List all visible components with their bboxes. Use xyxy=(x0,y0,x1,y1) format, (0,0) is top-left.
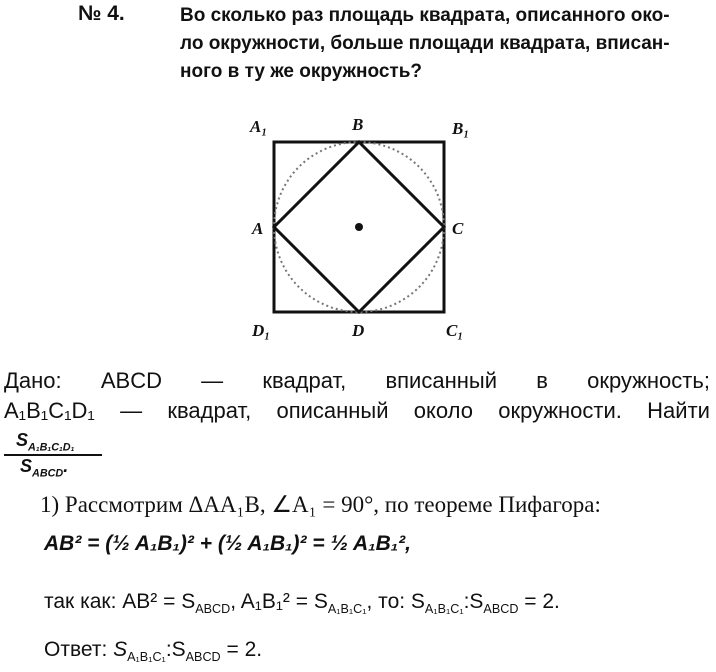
given-line-2 xyxy=(4,396,710,426)
given-word: Дано: xyxy=(4,368,62,393)
given-word: около xyxy=(413,398,473,423)
geometry-figure xyxy=(240,108,480,348)
given-word: Найти xyxy=(647,398,710,423)
fraction-num-sub: A₁B₁C₁D₁ xyxy=(28,441,75,454)
given-word: окружность; xyxy=(587,368,710,393)
label-C: C xyxy=(452,219,464,238)
answer-s: S xyxy=(107,638,128,661)
since-to: , то: S xyxy=(366,590,425,613)
since-text: так как: AB² = S xyxy=(44,590,196,613)
label-D1: D₁ xyxy=(252,321,271,340)
label-D: D xyxy=(352,321,365,340)
given-word: квадрат, xyxy=(262,368,347,393)
answer-line xyxy=(44,638,262,664)
step-1-text: 1) Рассмотрим ΔAA₁B, ∠A₁ = 90°, по теореме Пифагора: xyxy=(40,492,601,517)
since-line xyxy=(44,590,560,616)
problem-number: № 4. xyxy=(78,2,125,25)
since-sub-4: ABCD xyxy=(483,602,519,617)
fraction-numerator xyxy=(4,430,102,456)
answer-sub-1: A₁B₁C₁ xyxy=(127,650,166,665)
question-line-2: ло окружности, больше площади квадрата, вписан- xyxy=(180,33,670,54)
since-mid: , A₁B₁² = S xyxy=(230,590,328,613)
label-C1: C₁ xyxy=(446,321,464,340)
given-word: — xyxy=(201,368,224,393)
pythagoras-formula: AB² = (½ A₁B₁)² + (½ A₁B₁)² = ½ A₁B₁², xyxy=(44,532,411,555)
question-line-3: ного в ту же окружность? xyxy=(180,61,423,82)
answer-end: = 2. xyxy=(220,638,263,661)
fraction-den-sub: ABCD xyxy=(32,467,64,480)
label-A1: A₁ xyxy=(250,117,268,136)
fraction-den-s: S xyxy=(20,455,33,476)
given-word: — xyxy=(120,398,143,423)
given-word: окружности. xyxy=(498,398,622,423)
since-end: = 2. xyxy=(518,590,560,613)
answer-label: Ответ: xyxy=(44,638,108,661)
answer-sep: :S xyxy=(165,638,186,661)
answer-sub-2: ABCD xyxy=(185,650,221,665)
given-block xyxy=(4,366,710,426)
given-line-1 xyxy=(4,366,710,396)
given-word: вписанный xyxy=(385,368,497,393)
given-word: A₁B₁C₁D₁ xyxy=(4,398,95,423)
question-text xyxy=(180,2,700,86)
fraction-num-s: S xyxy=(16,430,29,450)
since-sub-2: A₁B₁C₁ xyxy=(327,602,367,617)
given-word: ABCD xyxy=(100,368,162,393)
label-B: B xyxy=(352,115,364,134)
label-B1: B₁ xyxy=(452,119,470,138)
since-sub-3: A₁B₁C₁ xyxy=(424,602,464,617)
since-sep: :S xyxy=(463,590,484,613)
given-word: квадрат, xyxy=(167,398,252,423)
since-sub-1: ABCD xyxy=(195,602,231,617)
label-A: A xyxy=(252,219,264,238)
fraction-denominator: $S_{ABCD}$. xyxy=(20,455,69,480)
center-point xyxy=(355,223,363,231)
find-fraction xyxy=(4,430,104,479)
question-line-1: Во сколько раз площадь квадрата, описанного око- xyxy=(180,5,670,26)
given-word: описанный xyxy=(276,398,389,423)
given-word: в xyxy=(536,368,548,393)
